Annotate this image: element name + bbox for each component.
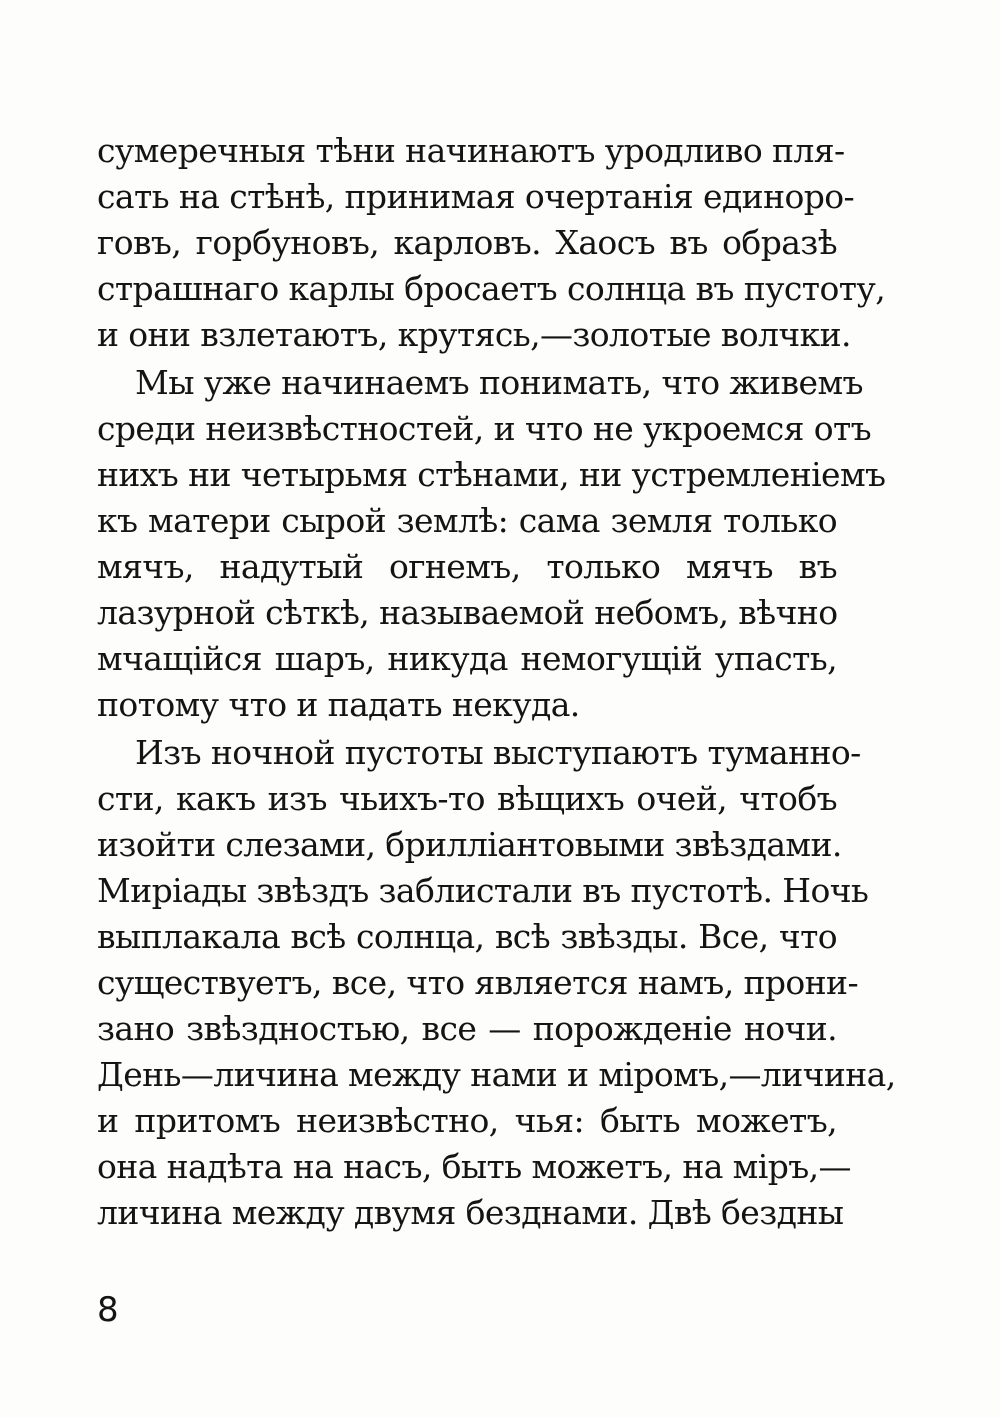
text-line: потому что и падать некуда. xyxy=(97,685,580,724)
text-line: лазурной сѣткѣ, называемой небомъ, вѣчно xyxy=(97,593,838,632)
text-line: и они взлетаютъ, крутясь,—золотые волчки. xyxy=(97,315,851,354)
text-line: День—личина между нами и міромъ,—личина, xyxy=(97,1055,896,1094)
paragraph-1 xyxy=(97,128,886,358)
text-line: сумеречныя тѣни начинаютъ уродливо пля- xyxy=(97,131,845,170)
page-number: 8 xyxy=(97,1290,119,1330)
text-line: изойти слезами, бриллiантовыми звѣздами. xyxy=(97,825,842,864)
text-line: Мы уже начинаемъ понимать, что живемъ xyxy=(135,363,863,402)
body-text xyxy=(97,128,896,1238)
text-line: сать на стѣнѣ, принимая очертанія единоро- xyxy=(97,177,855,216)
text-line: къ матери сырой землѣ: сама земля только xyxy=(97,501,837,540)
text-line: нихъ ни четырьмя стѣнами, ни устремленіемъ xyxy=(97,455,886,494)
text-line: сти, какъ изъ чьихъ-то вѣщихъ очей, чтобъ xyxy=(97,779,837,818)
text-line: и притомъ неизвѣстно, чья: быть можетъ, xyxy=(97,1101,837,1140)
text-line: Миріады звѣздъ заблистали въ пустотѣ. Ночь xyxy=(97,871,869,910)
text-line: мчащійся шаръ, никуда немогущій упасть, xyxy=(97,639,837,678)
text-line: она надѣта на насъ, быть можетъ, на міръ,— xyxy=(97,1147,851,1186)
text-line: страшнаго карлы бросаетъ солнца въ пустоту, xyxy=(97,269,886,308)
text-line: личина между двумя безднами. Двѣ бездны xyxy=(97,1193,844,1232)
paragraph-2 xyxy=(97,360,886,728)
text-line: мячъ, надутый огнемъ, только мячъ въ xyxy=(97,547,837,586)
text-line: Изъ ночной пустоты выступаютъ туманно- xyxy=(135,733,861,772)
text-line: существуетъ, все, что является намъ, прони- xyxy=(97,963,858,1002)
text-line: выплакала всѣ солнца, всѣ звѣзды. Все, что xyxy=(97,917,837,956)
text-line: говъ, горбуновъ, карловъ. Хаосъ въ образѣ xyxy=(97,223,837,262)
text-line: зано звѣздностью, все — порожденіе ночи. xyxy=(97,1009,837,1048)
text-line: среди неизвѣстностей, и что не укроемся отъ xyxy=(97,409,872,448)
paragraph-3 xyxy=(97,730,896,1236)
